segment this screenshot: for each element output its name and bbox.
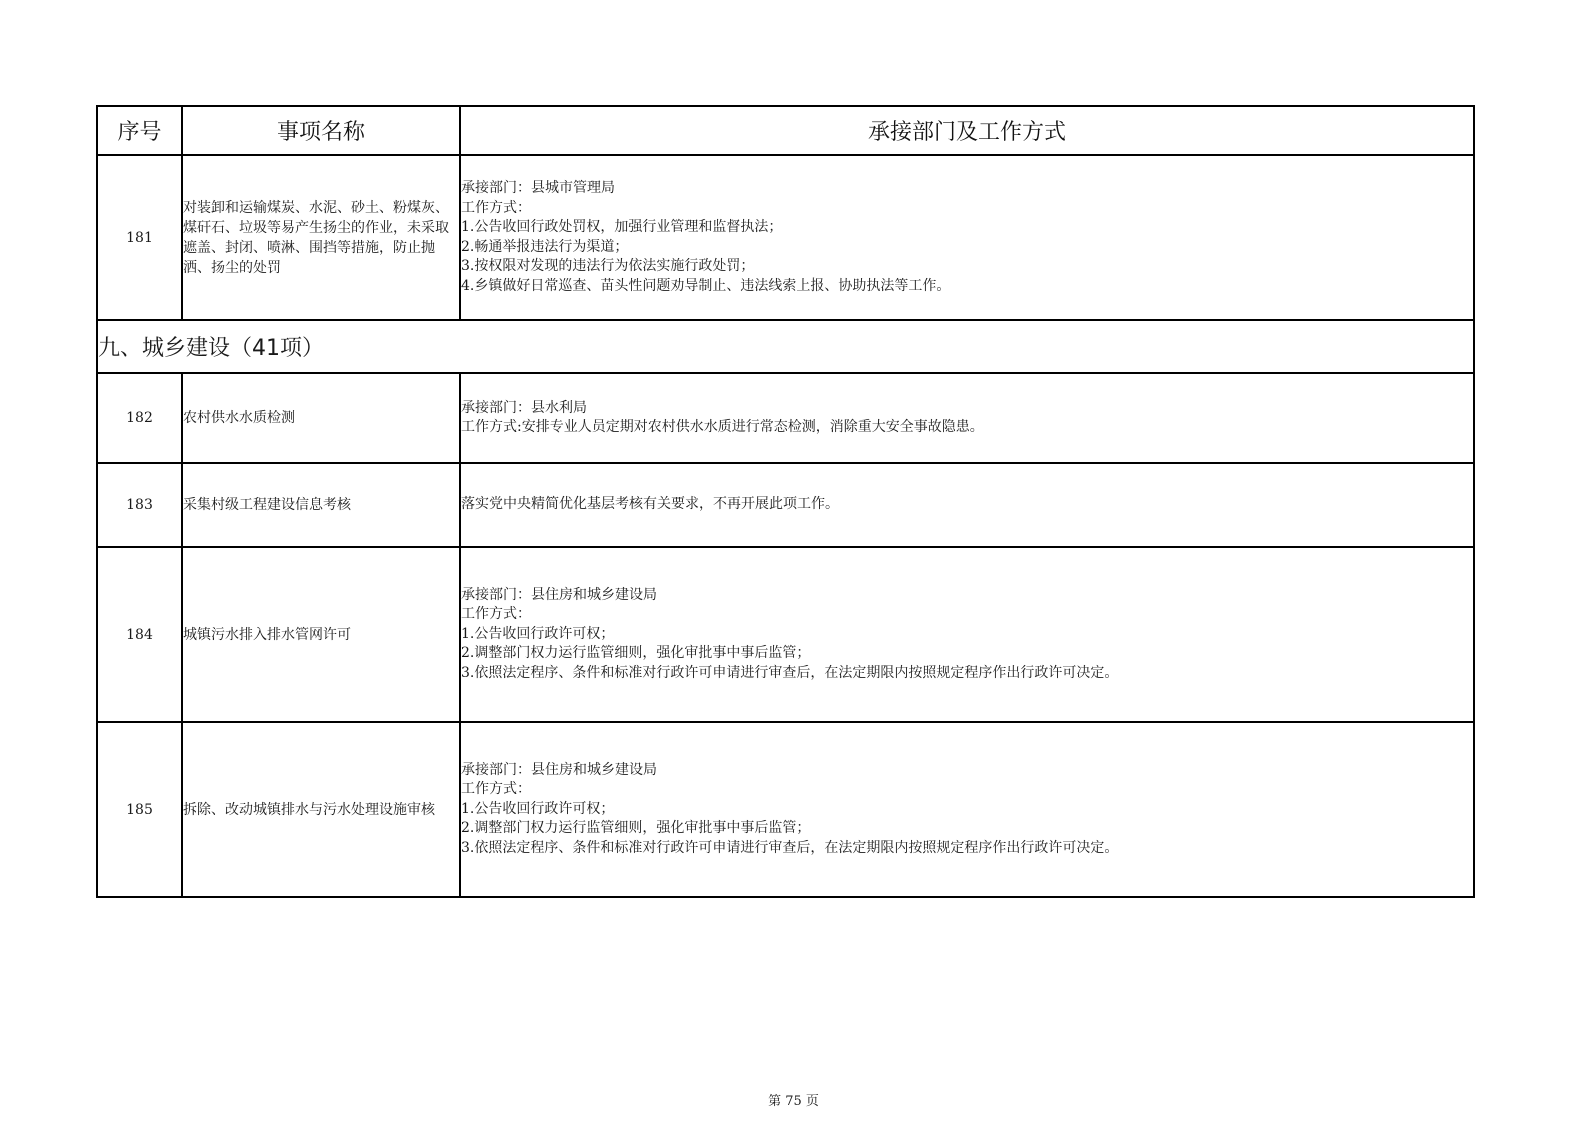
- dept-line: 1.公告收回行政许可权；: [461, 625, 615, 642]
- row-number: 184: [97, 547, 182, 722]
- dept-line: 4.乡镇做好日常巡查、苗头性问题劝导制止、违法线索上报、协助执法等工作。: [461, 277, 951, 294]
- header-no: 序号: [97, 106, 182, 155]
- row-number: 183: [97, 463, 182, 547]
- table-row: [97, 373, 1474, 463]
- section-title: 九、城乡建设（41项）: [97, 320, 1474, 373]
- dept-line: 承接部门：县水利局: [461, 399, 587, 416]
- dept-line: 工作方式：: [461, 606, 531, 623]
- item-name: 城镇污水排入排水管网许可: [182, 547, 460, 722]
- table-row: [97, 463, 1474, 547]
- dept-and-method: [460, 155, 1474, 320]
- dept-line: 3.依照法定程序、条件和标准对行政许可申请进行审查后，在法定期限内按照规定程序作出行政许可决定。: [461, 664, 1119, 681]
- dept-line: 1.公告收回行政处罚权，加强行业管理和监督执法；: [461, 219, 783, 235]
- dept-line: 3.依照法定程序、条件和标准对行政许可申请进行审查后，在法定期限内按照规定程序作出行政许可决定。: [461, 839, 1119, 856]
- item-name: 拆除、改动城镇排水与污水处理设施审核: [182, 722, 460, 897]
- section-row: [97, 320, 1474, 373]
- dept-and-method: [460, 722, 1474, 897]
- header-dept: 承接部门及工作方式: [460, 106, 1474, 155]
- dept-line: 落实党中央精简优化基层考核有关要求，不再开展此项工作。: [461, 496, 839, 513]
- item-name: 采集村级工程建设信息考核: [182, 463, 460, 547]
- table-row: [97, 722, 1474, 897]
- dept-and-method: [460, 373, 1474, 463]
- dept-line: 承接部门：县住房和城乡建设局: [461, 586, 657, 603]
- dept-and-method: [460, 463, 1474, 547]
- item-name: 农村供水水质检测: [182, 373, 460, 463]
- dept-line: 工作方式：: [461, 781, 531, 798]
- header-name: 事项名称: [182, 106, 460, 155]
- dept-line: 工作方式:安排专业人员定期对农村供水水质进行常态检测，消除重大安全事故隐患。: [461, 419, 984, 435]
- page-number: 第 75 页: [768, 1094, 819, 1109]
- items-table: [96, 105, 1475, 898]
- row-number: 181: [97, 155, 182, 320]
- dept-line: 承接部门：县住房和城乡建设局: [461, 761, 657, 778]
- item-name: 对装卸和运输煤炭、水泥、砂土、粉煤灰、煤矸石、垃圾等易产生扬尘的作业，未采取遮盖、封闭、喷淋、围挡等措施，防止抛洒、扬尘的处罚: [182, 155, 460, 320]
- row-number: 182: [97, 373, 182, 463]
- dept-line: 2.畅通举报违法行为渠道；: [461, 238, 629, 255]
- dept-line: 工作方式：: [461, 199, 531, 216]
- table-header-row: [97, 106, 1474, 155]
- dept-line: 3.按权限对发现的违法行为依法实施行政处罚；: [461, 258, 755, 274]
- table-row: [97, 155, 1474, 320]
- dept-and-method: [460, 547, 1474, 722]
- dept-line: 承接部门：县城市管理局: [461, 180, 615, 196]
- row-number: 185: [97, 722, 182, 897]
- table-row: [97, 547, 1474, 722]
- dept-line: 2.调整部门权力运行监管细则，强化审批事中事后监管；: [461, 820, 811, 837]
- dept-line: 2.调整部门权力运行监管细则，强化审批事中事后监管；: [461, 645, 811, 662]
- dept-line: 1.公告收回行政许可权；: [461, 800, 615, 817]
